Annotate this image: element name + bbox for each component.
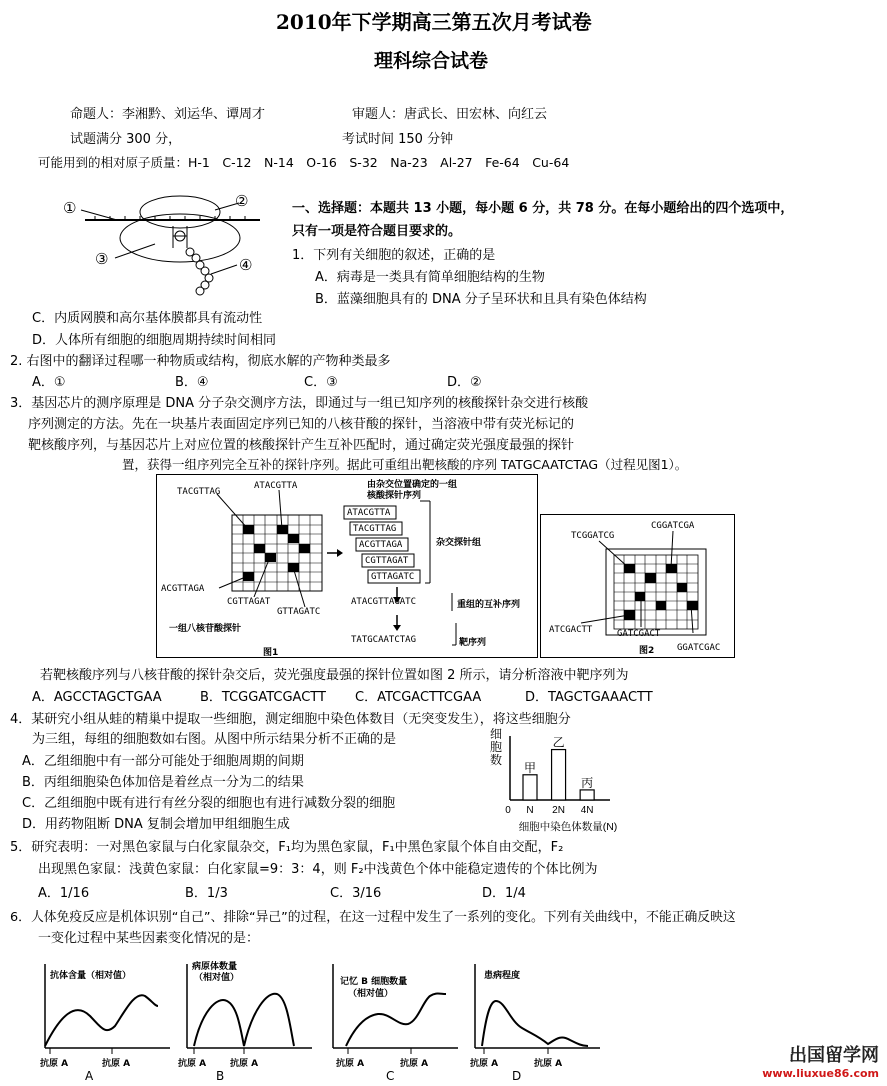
graph-c-ylabel-2: （相对值） <box>348 989 394 999</box>
q5-option-d: D．1/4 <box>482 886 526 901</box>
authors: 命题人：李湘黔、刘运华、谭周才 <box>70 107 266 122</box>
fig2-probe-4: GATCGACT <box>617 629 661 639</box>
stack-probe-5: GTTAGATC <box>371 572 415 582</box>
label-2: ② <box>235 192 249 210</box>
bar-label: 甲 <box>523 760 537 775</box>
label-4: ④ <box>239 256 253 274</box>
q4-line-1: 4．某研究小组从蛙的精巢中提取一些细胞，测定细胞中染色体数目（无突变发生），将这些细胞分 <box>10 712 571 727</box>
graph-c-letter: C <box>386 1069 395 1083</box>
q3-line-2: 序列测定的方法。先在一块基片表面固定序列已知的八核苷酸的探针，当溶液中带有荧光标记的 <box>28 417 575 432</box>
section-heading-2: 只有一项是符合题目要求的。 <box>292 224 462 239</box>
graph-d-antigen-2: 抗原 A <box>534 1059 563 1069</box>
probe-bottom-right: GTTAGATC <box>277 607 321 617</box>
exam-time: 考试时间 150 分钟 <box>342 132 454 147</box>
q3-line-3: 靶核酸序列，与基因芯片上对应位置的核酸探针产生互补匹配时，通过确定荧光强度最强的探针 <box>28 438 575 453</box>
bar-label: 丙 <box>581 775 594 790</box>
q6-line-2: 一变化过程中某些因素变化情况的是： <box>38 931 260 946</box>
ribosome-figure <box>55 190 280 298</box>
reviewers: 审题人：唐武长、田宏林、向红云 <box>352 107 548 122</box>
graph-c-antigen-1: 抗原 A <box>336 1059 365 1069</box>
probe-bottom-mid: CGTTAGAT <box>227 597 271 607</box>
q1-option-b: B．蓝藻细胞具有的 DNA 分子呈环状和且具有染色体结构 <box>315 292 647 307</box>
y-axis-label: 数 <box>489 753 503 767</box>
q3-option-d: D．TAGCTGAAACTT <box>525 690 653 705</box>
bar-丙 <box>580 790 594 800</box>
q5-line-1: 5．研究表明：一对黑色家鼠与白化家鼠杂交，F₁均为黑色家鼠，F₁中黑色家鼠个体自由交配，F₂ <box>10 840 564 855</box>
exam-title: 2010年下学期高三第五次月考试卷 <box>276 10 592 34</box>
watermark-url: www.liuxue86.com <box>762 1067 879 1080</box>
probe-top-2: ATACGTTA <box>254 481 298 491</box>
watermark <box>762 1041 879 1080</box>
q5-line-2: 出现黑色家鼠：浅黄色家鼠：白化家鼠=9：3：4，则 F₂中浅黄色个体中能稳定遗传的个体比例为 <box>38 862 598 877</box>
q6-line-1: 6．人体免疫反应是机体识别“自己”、排除“异己”的过程，在这一过程中发生了一系列的变化。下列有关曲线中，不能正确反映这 <box>10 910 736 925</box>
stack-probe-3: ACGTTAGA <box>359 540 403 550</box>
graph-a-antigen-1: 抗原 A <box>40 1059 69 1069</box>
bar-甲 <box>523 775 537 800</box>
graph-c <box>318 956 463 1084</box>
q2-option-a: A．① <box>32 375 66 390</box>
q5-option-c: C．3/16 <box>330 886 382 901</box>
bar-label: 乙 <box>552 735 565 750</box>
probe-top-1: TACGTTAG <box>177 487 221 497</box>
q3-question: 若靶核酸序列与八核苷酸的探针杂交后，荧光强度最强的探针位置如图 2 所示，请分析溶液中靶序列为 <box>40 668 629 683</box>
y-axis-label: 细 <box>489 727 503 741</box>
graph-c-ylabel-1: 记忆 B 细胞数量 <box>340 977 408 987</box>
bar-乙 <box>552 750 566 800</box>
stack-probe-4: CGTTAGAT <box>365 556 409 566</box>
graph-b-ylabel-1: 病原体数量 <box>192 962 238 972</box>
label-1: ① <box>63 199 77 217</box>
q2-option-c: C．③ <box>304 375 338 390</box>
graph-b <box>172 956 317 1084</box>
stack-label: 杂交探针组 <box>436 538 482 548</box>
tick-label: 4N <box>580 805 594 816</box>
recombined-sequence: ATACGTTAGATC <box>351 597 417 607</box>
tick-label: N <box>526 805 534 816</box>
full-score: 试题满分 300 分， <box>70 132 182 147</box>
probe-caption: 一组八核苷酸探针 <box>169 624 242 634</box>
graph-c-antigen-2: 抗原 A <box>400 1059 429 1069</box>
section-heading-1: 一、选择题：本题共 13 小题，每小题 6 分，共 78 分。在每小题给出的四个选项中， <box>292 201 794 216</box>
atomic-masses: 可能用到的相对原子质量：H-1 C-12 N-14 O-16 S-32 Na-23 Al-27 Fe-64 Cu-64 <box>38 155 570 170</box>
graph-a-ylabel: 抗体含量（相对值） <box>50 971 132 981</box>
q2-stem: 2. 右图中的翻译过程哪一种物质或结构，彻底水解的产物种类最多 <box>10 354 391 369</box>
probe-bottom-left: ACGTTAGA <box>161 584 205 594</box>
fig2-probe-5: GGATCGAC <box>677 643 721 653</box>
recombined-label: 重组的互补序列 <box>457 600 521 610</box>
figure-2-label: 图2 <box>639 646 655 656</box>
q1-option-a: A．病毒是一类具有简单细胞结构的生物 <box>315 270 545 285</box>
q4-option-a: A．乙组细胞中有一部分可能处于细胞周期的间期 <box>22 754 304 769</box>
q4-line-2: 为三组，每组的细胞数如右图。从图中所示结果分析不正确的是 <box>32 732 397 747</box>
q5-option-b: B．1/3 <box>185 886 228 901</box>
graph-d-ylabel: 患病程度 <box>484 971 521 981</box>
q1-option-c: C．内质网膜和高尔基体膜都具有流动性 <box>32 311 263 326</box>
graph-a-antigen-2: 抗原 A <box>102 1059 131 1069</box>
q3-option-b: B．TCGGATCGACTT <box>200 690 326 705</box>
fig2-probe-2: CGGATCGA <box>651 521 695 531</box>
watermark-name: 出国留学网 <box>789 1045 879 1066</box>
q3-option-c: C．ATCGACTTCGAA <box>355 690 482 705</box>
graph-d-letter: D <box>512 1069 522 1083</box>
fig2-probe-3: ATCGACTT <box>549 625 593 635</box>
graph-a-letter: A <box>85 1069 94 1083</box>
y-axis-label: 胞 <box>489 740 503 754</box>
q4-option-c: C．乙组细胞中既有进行有丝分裂的细胞也有进行减数分裂的细胞 <box>22 796 396 811</box>
graph-d-antigen-1: 抗原 A <box>470 1059 499 1069</box>
graph-b-ylabel-2: （相对值） <box>194 973 240 983</box>
figure-2 <box>540 514 735 658</box>
q3-line-1: 3．基因芯片的测序原理是 DNA 分子杂交测序方法，即通过与一组已知序列的核酸探针杂交进行核酸 <box>10 396 589 411</box>
q2-option-d: D．② <box>447 375 482 390</box>
graph-b-antigen-2: 抗原 A <box>230 1059 259 1069</box>
graph-d <box>460 956 605 1084</box>
stack-probe-1: ATACGTTA <box>347 508 391 518</box>
stack-title-1: 由杂交位置确定的一组 <box>367 480 458 490</box>
q1-option-d: D．人体所有细胞的细胞周期持续时间相同 <box>32 333 277 348</box>
graph-b-antigen-1: 抗原 A <box>178 1059 207 1069</box>
q5-option-a: A．1/16 <box>38 886 90 901</box>
q3-line-4: 置，获得一组序列完全互补的探针序列。据此可重组出靶核酸的序列 TATGCAATCTAG（过程见图1）。 <box>122 457 688 472</box>
exam-subtitle: 理科综合试卷 <box>374 50 489 72</box>
tick-label: 2N <box>552 805 565 816</box>
origin-label: 0 <box>505 805 511 816</box>
graph-a <box>30 956 175 1084</box>
q4-option-b: B．丙组细胞染色体加倍是着丝点一分为二的结果 <box>22 775 304 790</box>
graph-b-letter: B <box>216 1069 225 1083</box>
q3-option-a: A．AGCCTAGCTGAA <box>32 690 162 705</box>
q1-stem: 1．下列有关细胞的叙述，正确的是 <box>292 248 496 263</box>
cell-count-chart <box>488 724 658 834</box>
stack-probe-2: TACGTTAG <box>353 524 397 534</box>
figure-1-label: 图1 <box>263 648 279 658</box>
x-axis-label: 细胞中染色体数量(N) <box>518 821 618 833</box>
fig2-probe-1: TCGGATCG <box>571 531 615 541</box>
label-3: ③ <box>95 250 109 268</box>
q2-option-b: B．④ <box>175 375 209 390</box>
figure-1 <box>156 474 538 658</box>
target-sequence: TATGCAATCTAG <box>351 635 417 645</box>
q4-option-d: D．用药物阻断 DNA 复制会增加甲组细胞生成 <box>22 817 290 832</box>
stack-title-2: 核酸探针序列 <box>367 491 422 501</box>
target-label: 靶序列 <box>459 638 487 648</box>
